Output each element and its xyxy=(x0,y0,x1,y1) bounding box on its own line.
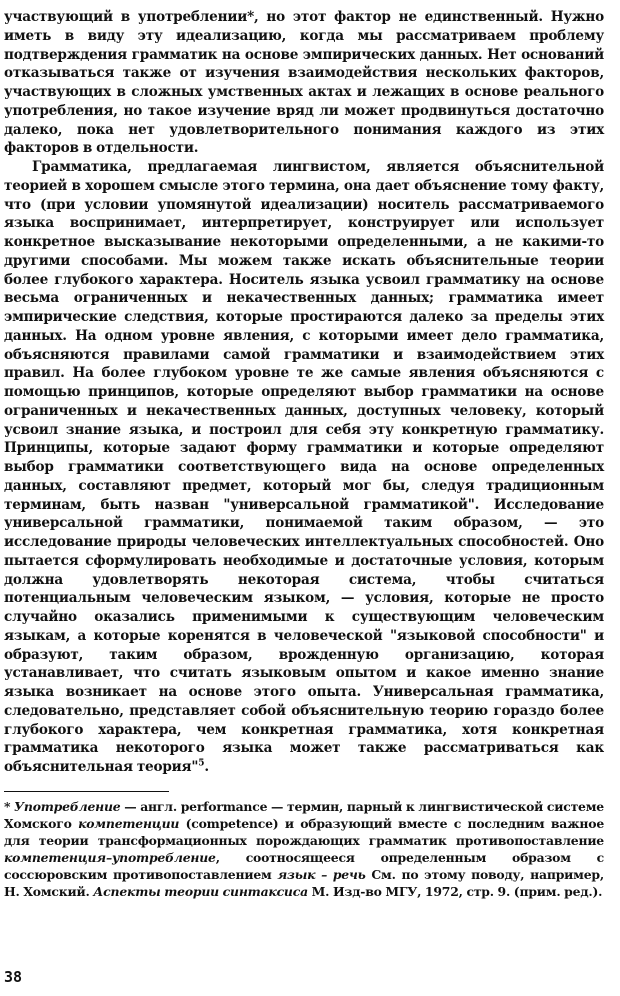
footnote-text-2: (competence) и образующий вместе с последним важное для теории трансформационных порождающих грамматик противопоставление xyxy=(4,815,604,848)
paragraph-end-punct: . xyxy=(204,759,209,775)
footnote-text-3: , соотносящееся определенным образом с соссюровским противопоставлением xyxy=(4,850,604,883)
footnote-term-opposition: компетенция–употребление xyxy=(4,850,216,866)
footnote-reference: 5 xyxy=(198,758,205,769)
footnote-term-upotreblenie: Употребление xyxy=(14,798,121,814)
page-number: 38 xyxy=(4,968,23,986)
footnote-divider xyxy=(4,791,169,792)
footnote-text-1: — англ. performance — термин, парный к лингвистической системе Хомского xyxy=(4,798,604,831)
footnote-term-kompetencii: компетенции xyxy=(78,815,180,831)
footnote xyxy=(4,798,604,901)
footnote-marker: * xyxy=(4,798,15,814)
footnote-book-title: Аспекты теории синтаксиса xyxy=(93,884,308,900)
paragraph-2 xyxy=(4,158,604,777)
footnote-text-4: См. по этому поводу, например, Н. Хомский. xyxy=(4,867,604,900)
paragraph-2-text: Грамматика, предлагаемая лингвистом, является объяснительной теорией в хорошем смысле этого термина, она дает объяснение тому факту, что (при условии упомянутой идеализации) носитель рассматриваемого языка воспринимает, интерпретирует, конструирует или использует конкретное высказывание некоторыми определенными, а не какими-то другими способами. Мы можем также искать объяснительные теории более глубокого характера. Носитель языка усвоил грамматику на основе весьма ограниченных и некачественных данных; грамматика имеет эмпирические следствия, которые простираются далеко за пределы этих данных. На одном уровне явления, с которыми имеет дело грамматика, объясняются правилами самой грамматики и взаимодействием этих правил. На более глубоком уровне те же самые явления объясняются с помощью принципов, которые определяют выбор грамматики на основе ограниченных и некачественных данных, доступных человеку, который усвоил знание языка, и построил для себя эту конкретную грамматику. Принципы, которые задают форму грамматики и которые определяют выбор грамматики соответствующего вида на основе определенных данных, составляют предмет, который мог бы, следуя традиционным терминам, быть назван "универсальной грамматикой". Исследование универсальной грамматики, понимаемой таким образом, — это исследование природы человеческих интеллектуальных способностей. Оно пытается сформулировать необходимые и достаточные условия, которым должна удовлетворять некоторая система, чтобы считаться потенциальным человеческим языком, — условия, которые не просто случайно оказались применимыми к существующим человеческим языкам, а которые коренятся в человеческой "языковой способности" и образуют, таким образом, врожденную организацию, которая устанавливает, что считать языковым опытом и какое именно знание языка возникает на основе этого опыта. Универсальная грамматика, следовательно, представляет собой объяснительную теорию гораздо более глубокого характера, чем конкретная грамматика, хотя конкретная грамматика некоторого языка может также рассматриваться как объяснительная теория" xyxy=(4,159,604,775)
footnote-text-5: М. Изд-во МГУ, 1972, стр. 9. (прим. ред.). xyxy=(307,884,603,900)
paragraph-1: участвующий в употреблении*, но этот фактор не единственный. Нужно иметь в виду эту идеализацию, когда мы рассматриваем проблему подтверждения грамматик на основе эмпирических данных. Нет оснований отказываться также от изучения взаимодействия нескольких факторов, участвующих в сложных умственных актах и лежащих в основе реального употребления, но такое изучение вряд ли может продвинуться достаточно далеко, пока нет удовлетворительного понимания каждого из этих факторов в отдельности. xyxy=(4,9,604,157)
footnote-term-yazyk-rech: язык – речь xyxy=(277,867,366,883)
